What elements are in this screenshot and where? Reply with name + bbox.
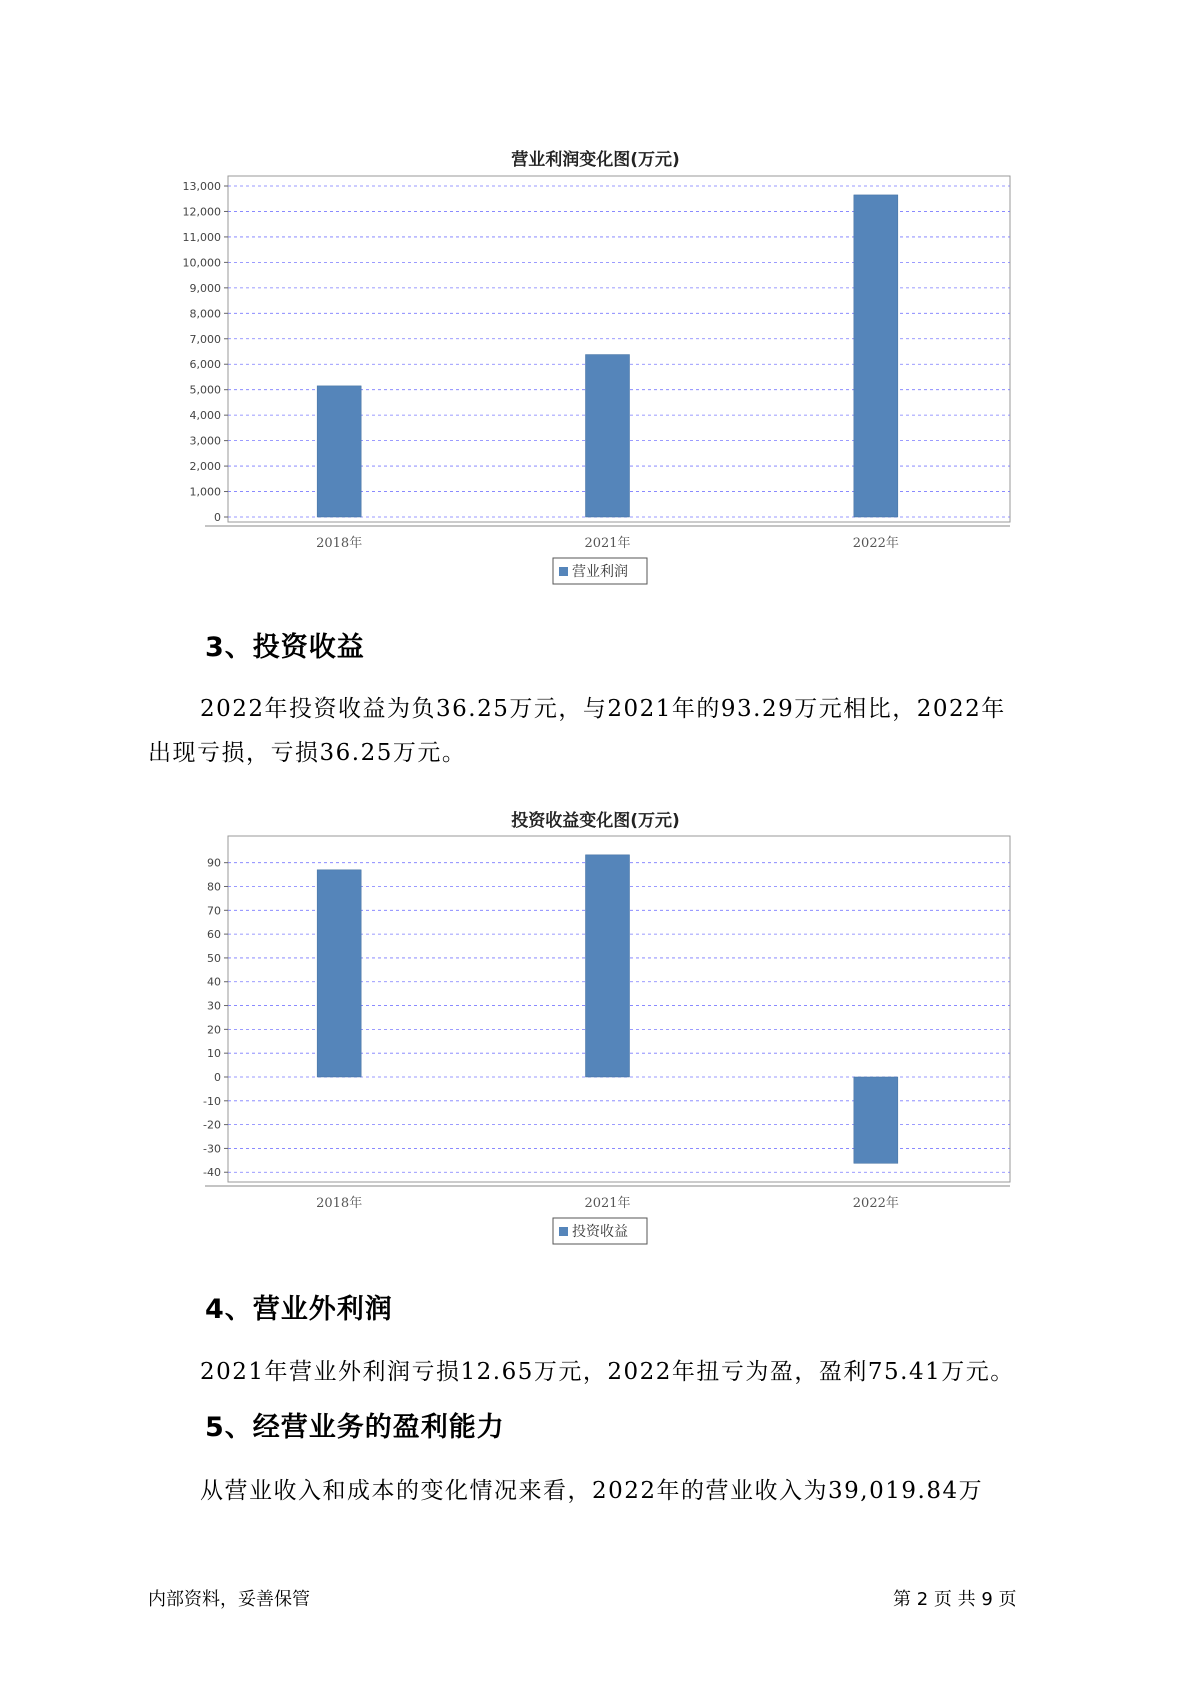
section-4-paragraph-line-1: 2021年营业外利润亏损12.65万元，2022年扭亏为盈，盈利75.41万元。	[200, 1359, 1015, 1385]
bar-2021年	[586, 355, 630, 517]
operating-profit-chart	[0, 160, 1191, 600]
y-tick-label: 6,000	[189, 358, 221, 372]
y-tick-label: 3,000	[189, 434, 221, 448]
y-tick-label: 10,000	[182, 256, 221, 270]
bar-2021年	[586, 855, 630, 1077]
y-tick-label: 20	[207, 1023, 221, 1037]
section-5-paragraph-line-1: 从营业收入和成本的变化情况来看，2022年的营业收入为39,019.84万	[200, 1478, 984, 1504]
y-tick-label: 40	[207, 975, 221, 989]
y-tick-label: 11,000	[182, 230, 221, 244]
legend-swatch	[559, 567, 568, 576]
y-tick-label: -10	[203, 1094, 221, 1108]
y-tick-label: 12,000	[182, 205, 221, 219]
section-3-paragraph-line-1: 2022年投资收益为负36.25万元，与2021年的93.29万元相比，2022年	[200, 696, 1006, 722]
x-category-label: 2022年	[852, 536, 899, 551]
footer-confidential-note: 内部资料，妥善保管	[148, 1589, 310, 1610]
footer-page-number: 第 2 页 共 9 页	[893, 1589, 1017, 1610]
legend-label: 营业利润	[572, 564, 628, 580]
bar-2018年	[317, 870, 361, 1077]
investment-income-chart	[0, 820, 1191, 1260]
y-tick-label: 5,000	[189, 383, 221, 397]
chart-title-operating-profit: 营业利润变化图(万元)	[511, 150, 680, 170]
y-tick-label: 0	[214, 1070, 221, 1084]
x-category-label: 2021年	[584, 536, 631, 551]
bar-2022年	[854, 1077, 898, 1163]
section-3-paragraph-line-2: 出现亏损，亏损36.25万元。	[148, 740, 467, 766]
y-tick-label: 90	[207, 856, 221, 870]
y-tick-label: 1,000	[189, 485, 221, 499]
legend-label: 投资收益	[572, 1224, 628, 1240]
chart-title-investment-income: 投资收益变化图(万元)	[511, 811, 680, 831]
y-tick-label: 50	[207, 951, 221, 965]
y-tick-label: 10	[207, 1047, 221, 1061]
x-category-label: 2022年	[852, 1196, 899, 1211]
y-tick-label: 7,000	[189, 332, 221, 346]
y-tick-label: 9,000	[189, 281, 221, 295]
y-tick-label: -20	[203, 1118, 221, 1132]
y-tick-label: 70	[207, 904, 221, 918]
x-category-label: 2018年	[316, 536, 363, 551]
section-4-heading: 4、营业外利润	[205, 1294, 393, 1325]
legend-swatch	[559, 1227, 568, 1236]
x-category-label: 2018年	[316, 1196, 363, 1211]
section-5-heading: 5、经营业务的盈利能力	[205, 1412, 505, 1443]
y-tick-label: -30	[203, 1142, 221, 1156]
bar-2022年	[854, 195, 898, 517]
bar-2018年	[317, 386, 361, 517]
y-tick-label: 60	[207, 928, 221, 942]
y-tick-label: 13,000	[182, 180, 221, 193]
y-tick-label: 0	[214, 511, 221, 524]
y-tick-label: 2,000	[189, 460, 221, 474]
x-category-label: 2021年	[584, 1196, 631, 1211]
y-tick-label: 4,000	[189, 409, 221, 423]
section-3-heading: 3、投资收益	[205, 632, 365, 663]
y-tick-label: 30	[207, 999, 221, 1013]
y-tick-label: 80	[207, 880, 221, 894]
y-tick-label: 8,000	[189, 307, 221, 321]
y-tick-label: -40	[203, 1166, 221, 1180]
